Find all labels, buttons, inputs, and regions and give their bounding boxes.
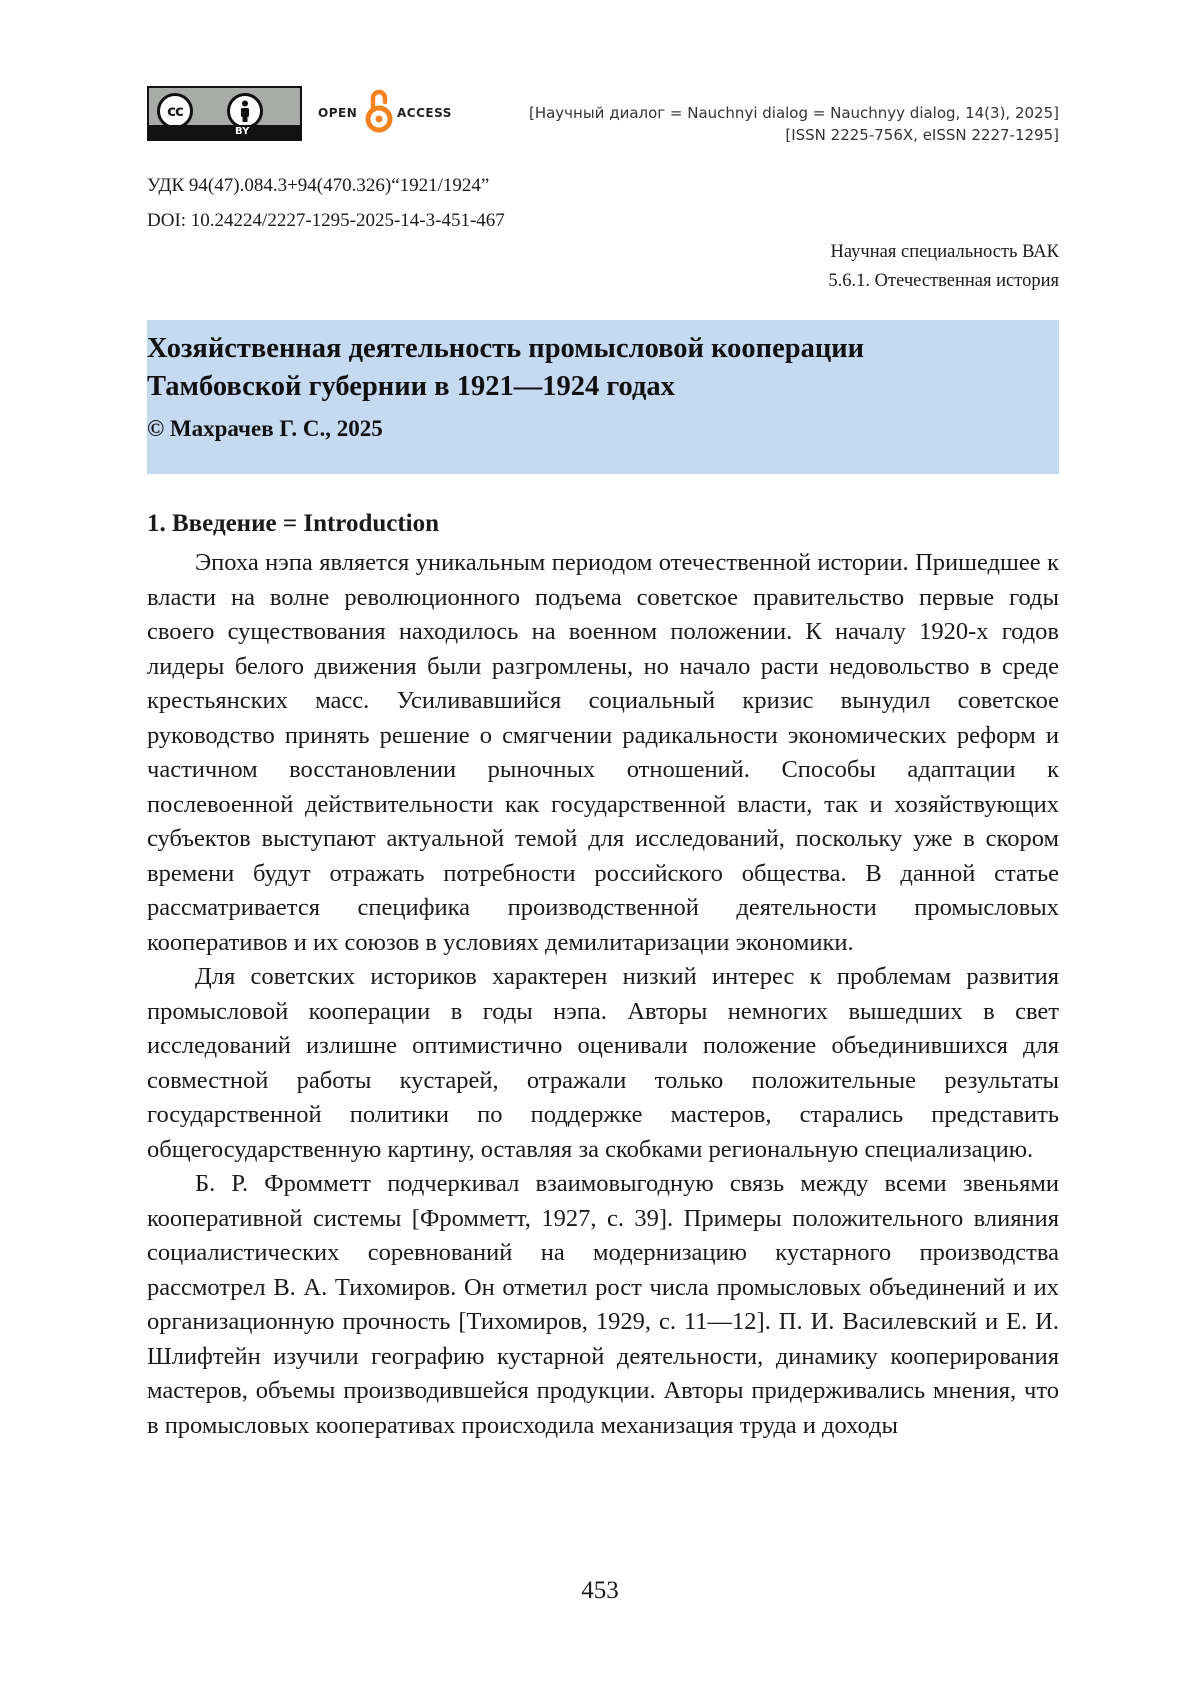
article-title-line-2: Тамбовской губернии в 1921—1924 годах — [147, 371, 675, 402]
journal-citation: [Научный диалог = Nauchnyi dialog = Nauchnyy dialog, 14(3), 2025] — [529, 102, 1059, 124]
attribution-person-icon — [227, 93, 263, 129]
license-by-label: BY — [235, 125, 249, 139]
open-access-lock-icon — [364, 86, 394, 136]
specialty-label: Научная специальность ВАК — [828, 238, 1059, 267]
body-paragraph-2: Для советских историков характерен низкий интерес к проблемам развития промысловой кооперации в годы нэпа. Авторы немногих вышедших в свет исследований излишне оптимистично оценивали положение объединившихся для совместной работы кустарей, отражали только положительные результаты государственной политики по поддержке мастеров, старались представить общегосударственную картину, оставляя за скобками региональную специализацию. — [147, 960, 1059, 1167]
license-by-bar — [149, 125, 300, 139]
open-access-access-label: ACCESS — [397, 106, 452, 120]
journal-reference — [529, 102, 1059, 146]
journal-issn: [ISSN 2225-756X, eISSN 2227-1295] — [529, 124, 1059, 146]
doi: DOI: 10.24224/2227-1295-2025-14-3-451-467 — [147, 210, 505, 232]
specialty-value: 5.6.1. Отечественная история — [828, 267, 1059, 296]
body-paragraph-1: Эпоха нэпа является уникальным периодом отечественной истории. Пришедшее к власти на волне революционного подъема советское правительство первые годы своего существования находилось на военном положении. К началу 1920-х годов лидеры белого движения были разгромлены, но начало расти недовольство в среде крестьянских масс. Усиливавшийся социальный кризис вынудил советское руководство принять решение о смягчении радикальности экономических реформ и частичном восстановлении рыночных отношений. Способы адаптации к послевоенной действительности как государственной власти, так и хозяйствующих субъектов выступают актуальной темой для исследований, поскольку уже в скором времени будут отражать потребности российского общества. В данной статье рассматривается специфика производственной деятельности промысловых кооперативов и их союзов в условиях демилитаризации экономики. — [147, 546, 1059, 960]
person-icon — [230, 96, 260, 126]
article-body — [147, 546, 1059, 1443]
title-block — [147, 320, 1059, 474]
creative-commons-icon: cc — [157, 93, 193, 129]
open-access-logo — [318, 86, 458, 141]
article-title — [147, 330, 1059, 406]
page-number: 453 — [0, 1577, 1200, 1605]
scientific-specialty — [828, 238, 1059, 296]
cc-by-license-badge — [147, 86, 302, 141]
body-paragraph-3: Б. Р. Фромметт подчеркивал взаимовыгодную связь между всеми звеньями кооперативной системы [Фромметт, 1927, с. 39]. Примеры положительного влияния социалистических соревнований на модернизацию кустарного производства рассмотрел В. А. Тихомиров. Он отметил рост числа промысловых объединений и их организационную прочность [Тихомиров, 1929, с. 11—12]. П. И. Василевский и Е. И. Шлифтейн изучили географию кустарной деятельности, динамику кооперирования мастеров, объемы производившейся продукции. Авторы придерживались мнения, что в промысловых кооперативах происходила механизация труда и доходы — [147, 1167, 1059, 1443]
article-title-line-1: Хозяйственная деятельность промысловой кооперации — [147, 333, 864, 364]
open-access-open-label: OPEN — [318, 106, 357, 120]
section-heading: 1. Введение = Introduction — [147, 510, 439, 538]
udk-code: УДК 94(47).084.3+94(470.326)“1921/1924” — [147, 175, 489, 197]
author-copyright: © Махрачев Г. С., 2025 — [147, 416, 1059, 442]
